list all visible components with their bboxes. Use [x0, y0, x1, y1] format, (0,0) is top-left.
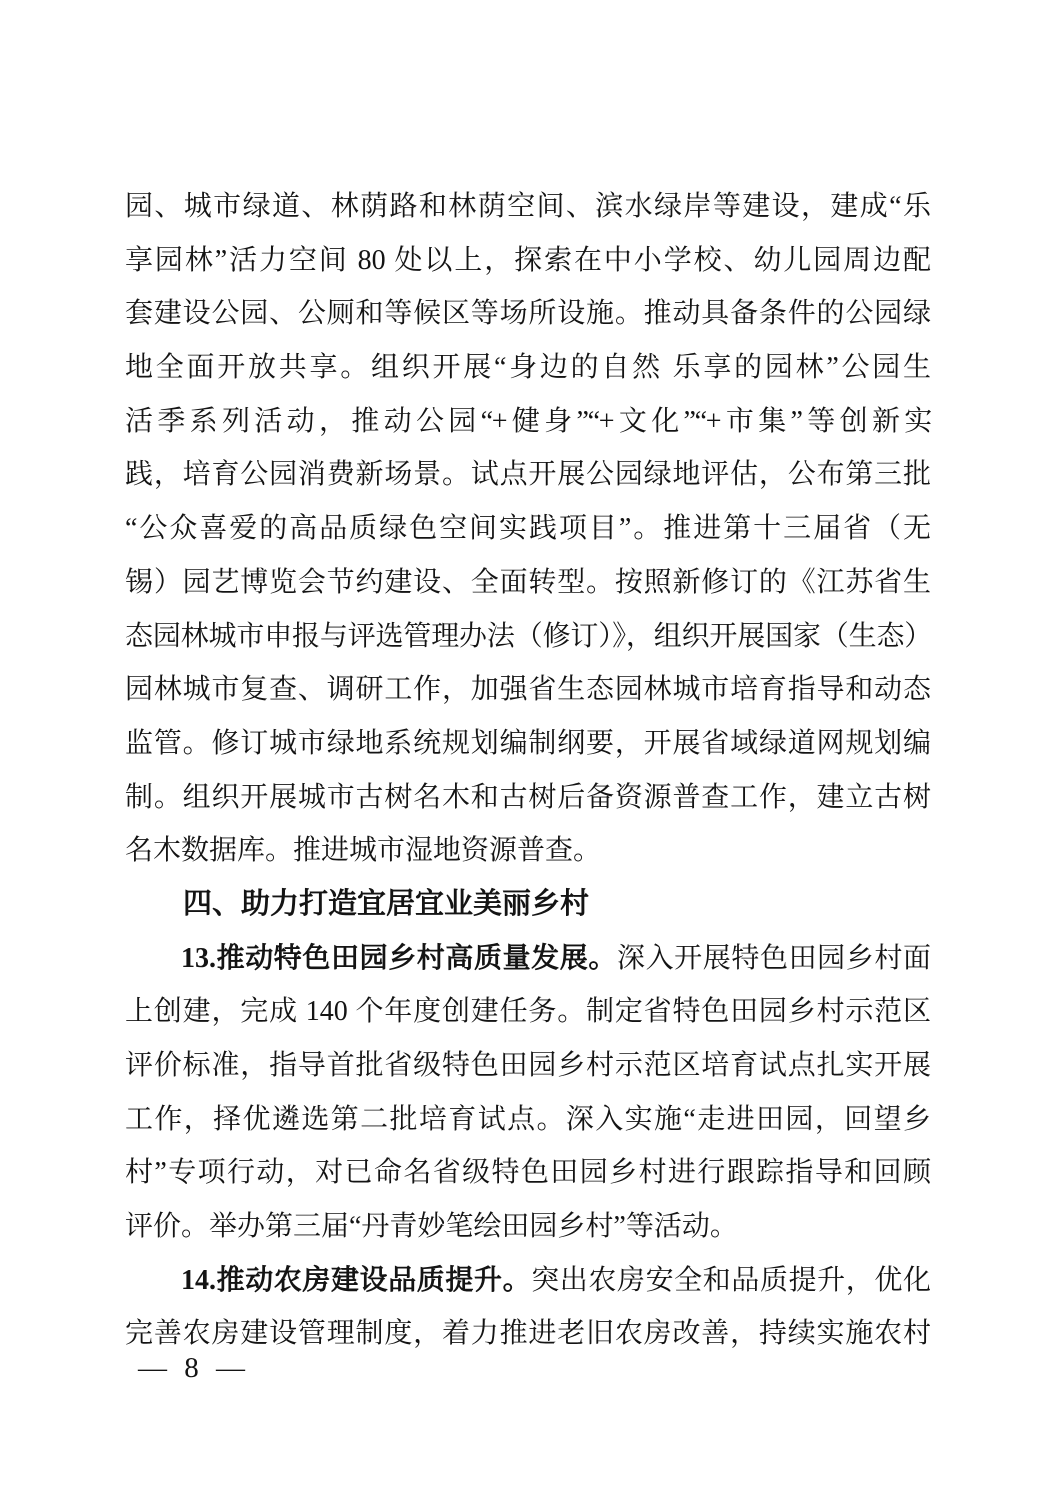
item-paragraph-first-line — [125, 1254, 931, 1308]
text-line: 评价标准，指导首批省级特色田园乡村示范区培育试点扎实开展 — [125, 1050, 931, 1081]
item-number-lead: 14.推动农房建设品质提升。 — [181, 1264, 532, 1296]
text-line: “公众喜爱的高品质绿色空间实践项目”。推进第十三届省（无 — [125, 513, 931, 545]
text-line: 锡）园艺博览会节约建设、全面转型。按照新修订的《江苏省生 — [125, 566, 931, 598]
text-line: 制。组织开展城市古树名木和古树后备资源普查工作，建立古树 — [125, 781, 931, 813]
text-line: 活季系列活动，推动公园“+健身”“+文化”“+市集”等创新实 — [125, 405, 931, 437]
document-body — [125, 180, 931, 1361]
item-text: 突出农房安全和品质提升，优化 — [531, 1264, 931, 1296]
text-line: 态园林城市申报与评选管理办法（修订）》，组织开展国家（生态） — [125, 620, 931, 652]
item-text: 深入开展特色田园乡村面 — [616, 942, 931, 974]
item-paragraph-first-line — [125, 932, 931, 986]
text-line: 践，培育公园消费新场景。试点开展公园绿地评估，公布第三批 — [125, 459, 931, 491]
text-line: 名木数据库。推进城市湿地资源普查。 — [125, 835, 602, 867]
section-heading: 四、助力打造宜居宜业美丽乡村 — [183, 887, 590, 920]
text-line: 评价。举办第三届“丹青妙笔绘田园乡村”等活动。 — [125, 1211, 738, 1243]
text-line: 园、城市绿道、林荫路和林荫空间、滨水绿岸等建设，建成“乐 — [125, 191, 931, 222]
text-line: 上创建，完成 140 个年度创建任务。制定省特色田园乡村示范区 — [125, 996, 931, 1028]
text-line: 完善农房建设管理制度，着力推进老旧农房改善，持续实施农村 — [125, 1318, 931, 1350]
text-line: 园林城市复查、调研工作，加强省生态园林城市培育指导和动态 — [125, 674, 931, 706]
text-line: 地全面开放共享。组织开展“身边的自然 乐享的园林”公园生 — [125, 352, 931, 384]
text-line: 村”专项行动，对已命名省级特色田园乡村进行跟踪指导和回顾 — [125, 1157, 931, 1189]
page-number: — 8 — — [138, 1352, 250, 1384]
text-line: 监管。修订城市绿地系统规划编制纲要，开展省域绿道网规划编 — [125, 727, 931, 759]
text-line: 享园林”活力空间 80 处以上，探索在中小学校、幼儿园周边配 — [125, 244, 931, 276]
text-line: 工作，择优遴选第二批培育试点。深入实施“走进田园，回望乡 — [125, 1103, 931, 1135]
text-line: 套建设公园、公厕和等候区等场所设施。推动具备条件的公园绿 — [125, 298, 931, 330]
item-number-lead: 13.推动特色田园乡村高质量发展。 — [181, 942, 617, 974]
